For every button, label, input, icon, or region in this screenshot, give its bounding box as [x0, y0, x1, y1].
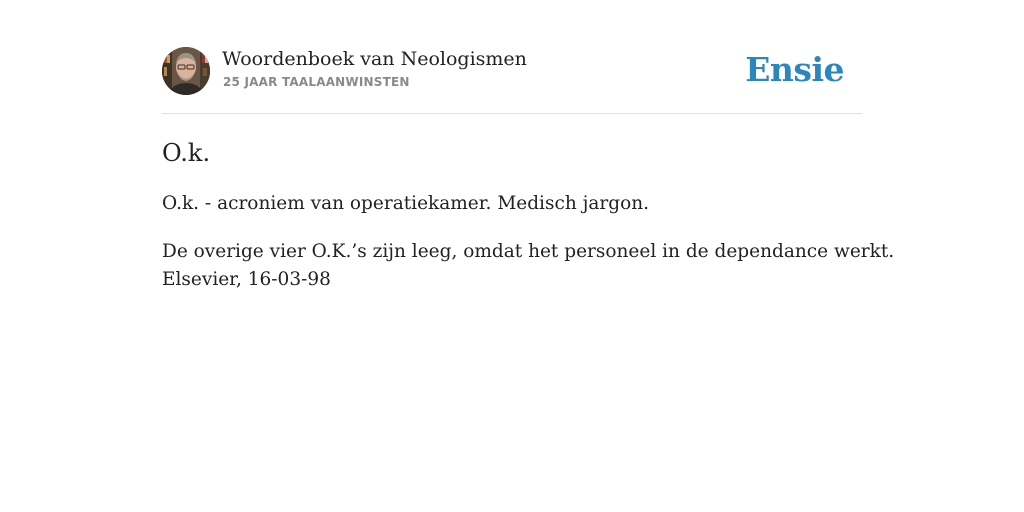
entry-title: O.k.	[162, 139, 211, 167]
header	[162, 46, 862, 96]
example-quote: De overige vier O.K.’s zijn leeg, omdat het personeel in de dependance werkt.	[162, 241, 895, 262]
header-divider	[162, 113, 862, 114]
entry-example	[162, 238, 895, 294]
site-title[interactable]: Woordenboek van Neologismen	[222, 48, 527, 70]
entry-definition: O.k. - acroniem van operatiekamer. Medisch jargon.	[162, 193, 650, 214]
avatar[interactable]	[162, 47, 210, 95]
example-source: Elsevier, 16-03-98	[162, 269, 331, 290]
site-subtitle: 25 JAAR TAALAANWINSTEN	[223, 75, 410, 89]
author-portrait-icon	[162, 47, 210, 95]
brand-logo-link[interactable]: Ensie	[745, 50, 844, 89]
